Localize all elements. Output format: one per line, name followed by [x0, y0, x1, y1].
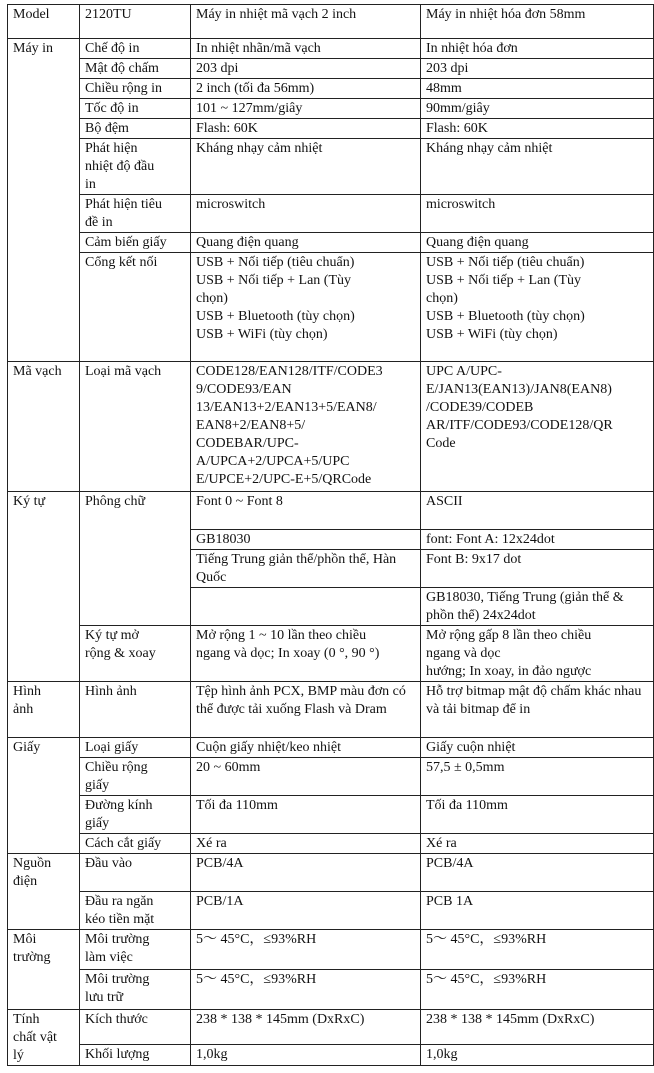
- port-line: chọn): [196, 291, 228, 306]
- cell-b: Quang điện quang: [421, 233, 654, 253]
- cell-a: GB18030: [191, 530, 421, 550]
- cell-b: 90mm/giây: [421, 99, 654, 119]
- table-row: [8, 253, 654, 362]
- table-row: [8, 738, 654, 758]
- row-label: [80, 970, 191, 1010]
- port-line: USB + WiFi (tùy chọn): [196, 327, 328, 342]
- table-row: [8, 79, 654, 99]
- row-label: Loại giấy: [80, 738, 191, 758]
- header-col-a: Máy in nhiệt mã vạch 2 inch: [191, 5, 421, 39]
- group-physical: [8, 1010, 80, 1066]
- label-line: làm việc: [85, 950, 133, 965]
- label-line: kéo tiền mặt: [85, 912, 155, 927]
- row-label: Phông chữ: [80, 492, 191, 626]
- cell-a: 5～ 45°C，≤93%RH: [191, 930, 421, 970]
- port-line: USB + Bluetooth (tùy chọn): [196, 309, 355, 324]
- expand-line: hướng; In xoay, in đảo ngược: [426, 664, 592, 679]
- cell-b: Tối đa 110mm: [421, 796, 654, 834]
- label-line: Ký tự mở: [85, 628, 139, 643]
- cell-a: PCB/1A: [191, 892, 421, 930]
- row-label: [80, 930, 191, 970]
- cell-b: 203 dpi: [421, 59, 654, 79]
- cell-a: Kháng nhạy cảm nhiệt: [191, 139, 421, 195]
- cell-a: [191, 362, 421, 492]
- table-row: [8, 233, 654, 253]
- row-label: [80, 139, 191, 195]
- cell-a: Font 0 ~ Font 8: [191, 492, 421, 530]
- group-line: ảnh: [13, 702, 34, 717]
- row-label: Chế độ in: [80, 39, 191, 59]
- row-label: [80, 892, 191, 930]
- table-row: [8, 682, 654, 738]
- row-label: Hình ảnh: [80, 682, 191, 738]
- label-line: nhiệt độ đầu: [85, 159, 155, 174]
- cell-a: microswitch: [191, 195, 421, 233]
- port-line: USB + Bluetooth (tùy chọn): [426, 309, 585, 324]
- table-row: [8, 892, 654, 930]
- cell-a: 1,0kg: [191, 1045, 421, 1066]
- cell-b: microswitch: [421, 195, 654, 233]
- row-label: Đầu vào: [80, 854, 191, 892]
- port-line: USB + Nối tiếp (tiêu chuẩn): [426, 255, 585, 270]
- row-label: Kích thước: [80, 1010, 191, 1045]
- label-line: Phát hiện tiêu: [85, 197, 162, 212]
- row-label: [80, 626, 191, 682]
- cell-b: 238 * 138 * 145mm (DxRxC): [421, 1010, 654, 1045]
- group-line: Nguồn: [13, 856, 52, 871]
- cell-b: font: Font A: 12x24dot: [421, 530, 654, 550]
- label-line: Phát hiện: [85, 141, 138, 156]
- port-line: USB + WiFi (tùy chọn): [426, 327, 558, 342]
- port-line: USB + Nối tiếp (tiêu chuẩn): [196, 255, 355, 270]
- header-code: 2120TU: [80, 5, 191, 39]
- table-row: [8, 139, 654, 195]
- group-line: lý: [13, 1048, 24, 1063]
- table-row: [8, 834, 654, 854]
- expand-line: ngang và dọc: [426, 646, 501, 661]
- cell-a: [191, 588, 421, 626]
- cell-b: Giấy cuộn nhiệt: [421, 738, 654, 758]
- cell-a: 101 ~ 127mm/giây: [191, 99, 421, 119]
- table-row: [8, 195, 654, 233]
- row-label: Mật độ chấm: [80, 59, 191, 79]
- row-label: Tốc độ in: [80, 99, 191, 119]
- label-line: Môi trường: [85, 972, 150, 987]
- cell-b: 48mm: [421, 79, 654, 99]
- label-line: Chiều rộng: [85, 760, 148, 775]
- cell-b: 1,0kg: [421, 1045, 654, 1066]
- row-label: Cảm biến giấy: [80, 233, 191, 253]
- cell-b: [421, 362, 654, 492]
- cell-a: Tối đa 110mm: [191, 796, 421, 834]
- barcode-line: E/UPCE+2/UPC-E+5/QRCode: [196, 472, 372, 487]
- cell-b: PCB 1A: [421, 892, 654, 930]
- row-label: [80, 758, 191, 796]
- cell-b: ASCII: [421, 492, 654, 530]
- expand-line: Mở rộng 1 ~ 10 lần theo chiều: [196, 628, 367, 643]
- cell-a: 5～ 45°C，≤93%RH: [191, 970, 421, 1010]
- row-label: Loại mã vạch: [80, 362, 191, 492]
- expand-line: ngang và dọc; In xoay (0 °, 90 °): [196, 646, 380, 661]
- cell-b: [421, 626, 654, 682]
- row-label: Cổng kết nối: [80, 253, 191, 362]
- group-chars: Ký tự: [8, 492, 80, 682]
- table-row: [8, 758, 654, 796]
- port-line: chọn): [426, 291, 458, 306]
- table-row: [8, 854, 654, 892]
- barcode-line: /CODE39/CODEB: [426, 400, 534, 415]
- label-line: đề in: [85, 215, 113, 230]
- cell-a: [191, 253, 421, 362]
- port-line: USB + Nối tiếp + Lan (Tùy: [426, 273, 581, 288]
- row-label: Khối lượng: [80, 1045, 191, 1066]
- cell-b: Hỗ trợ bitmap mật độ chấm khác nhau và tải bitmap để in: [421, 682, 654, 738]
- table-row: [8, 1045, 654, 1066]
- table-row: [8, 492, 654, 530]
- cell-a: Tệp hình ảnh PCX, BMP màu đơn có thể được tải xuống Flash và Dram: [191, 682, 421, 738]
- expand-line: Mở rộng gấp 8 lần theo chiều: [426, 628, 592, 643]
- table-row: [8, 796, 654, 834]
- cell-a: Xé ra: [191, 834, 421, 854]
- group-line: Môi: [13, 932, 37, 947]
- barcode-line: UPC A/UPC-: [426, 364, 502, 379]
- barcode-line: CODEBAR/UPC-: [196, 436, 299, 451]
- cell-b: Xé ra: [421, 834, 654, 854]
- label-line: giấy: [85, 778, 110, 793]
- row-label: Cách cắt giấy: [80, 834, 191, 854]
- table-row: [8, 362, 654, 492]
- cell-a: 238 * 138 * 145mm (DxRxC): [191, 1010, 421, 1045]
- cell-b: 57,5 ± 0,5mm: [421, 758, 654, 796]
- cell-a: 20 ~ 60mm: [191, 758, 421, 796]
- label-line: Môi trường: [85, 932, 150, 947]
- row-label: Chiều rộng in: [80, 79, 191, 99]
- table-row: [8, 59, 654, 79]
- group-power: [8, 854, 80, 930]
- label-line: rộng & xoay: [85, 646, 156, 661]
- barcode-line: AR/ITF/CODE93/CODE128/QR: [426, 418, 613, 433]
- group-line: điện: [13, 874, 38, 889]
- group-line: trường: [13, 950, 51, 965]
- table-row: [8, 119, 654, 139]
- row-label: Bộ đệm: [80, 119, 191, 139]
- header-model: Model: [8, 5, 80, 39]
- group-env: [8, 930, 80, 1010]
- table-row: [8, 99, 654, 119]
- cell-a: Tiếng Trung giản thể/phồn thể, Hàn Quốc: [191, 550, 421, 588]
- table-row: [8, 1010, 654, 1045]
- cell-b: Flash: 60K: [421, 119, 654, 139]
- cell-b: Font B: 9x17 dot: [421, 550, 654, 588]
- cell-a: Flash: 60K: [191, 119, 421, 139]
- header-col-b: Máy in nhiệt hóa đơn 58mm: [421, 5, 654, 39]
- barcode-line: 13/EAN13+2/EAN13+5/EAN8/: [196, 400, 377, 415]
- cell-a: 2 inch (tối đa 56mm): [191, 79, 421, 99]
- cell-a: 203 dpi: [191, 59, 421, 79]
- cell-b: Kháng nhạy cảm nhiệt: [421, 139, 654, 195]
- group-paper: Giấy: [8, 738, 80, 854]
- cell-b: In nhiệt hóa đơn: [421, 39, 654, 59]
- table-row: [8, 930, 654, 970]
- label-line: Đường kính: [85, 798, 153, 813]
- group-image: [8, 682, 80, 738]
- port-line: USB + Nối tiếp + Lan (Tùy: [196, 273, 351, 288]
- group-line: Tính: [13, 1012, 40, 1027]
- label-line: in: [85, 177, 96, 192]
- barcode-line: 9/CODE93/EAN: [196, 382, 292, 397]
- cell-a: [191, 626, 421, 682]
- cell-b: [421, 253, 654, 362]
- barcode-line: CODE128/EAN128/ITF/CODE3: [196, 364, 383, 379]
- label-line: Đầu ra ngăn: [85, 894, 154, 909]
- cell-b: 5～ 45°C，≤93%RH: [421, 930, 654, 970]
- barcode-line: Code: [426, 436, 456, 451]
- group-line: chất vật: [13, 1030, 57, 1045]
- barcode-line: EAN8+2/EAN8+5/: [196, 418, 306, 433]
- header-row: [8, 5, 654, 39]
- label-line: giấy: [85, 816, 110, 831]
- row-label: [80, 195, 191, 233]
- cell-b: GB18030, Tiếng Trung (giản thể & phồn thể) 24x24dot: [421, 588, 654, 626]
- cell-b: 5～ 45°C，≤93%RH: [421, 970, 654, 1010]
- cell-a: Cuộn giấy nhiệt/keo nhiệt: [191, 738, 421, 758]
- label-line: lưu trữ: [85, 990, 124, 1005]
- group-printer: Máy in: [8, 39, 80, 362]
- group-barcode: Mã vạch: [8, 362, 80, 492]
- barcode-line: E/JAN13(EAN13)/JAN8(EAN8): [426, 382, 612, 397]
- cell-a: PCB/4A: [191, 854, 421, 892]
- cell-b: PCB/4A: [421, 854, 654, 892]
- group-line: Hình: [13, 684, 41, 699]
- cell-a: Quang điện quang: [191, 233, 421, 253]
- spec-table: [7, 4, 654, 1066]
- cell-a: In nhiệt nhãn/mã vạch: [191, 39, 421, 59]
- table-row: [8, 39, 654, 59]
- barcode-line: A/UPCA+2/UPCA+5/UPC: [196, 454, 350, 469]
- row-label: [80, 796, 191, 834]
- table-row: [8, 626, 654, 682]
- table-row: [8, 970, 654, 1010]
